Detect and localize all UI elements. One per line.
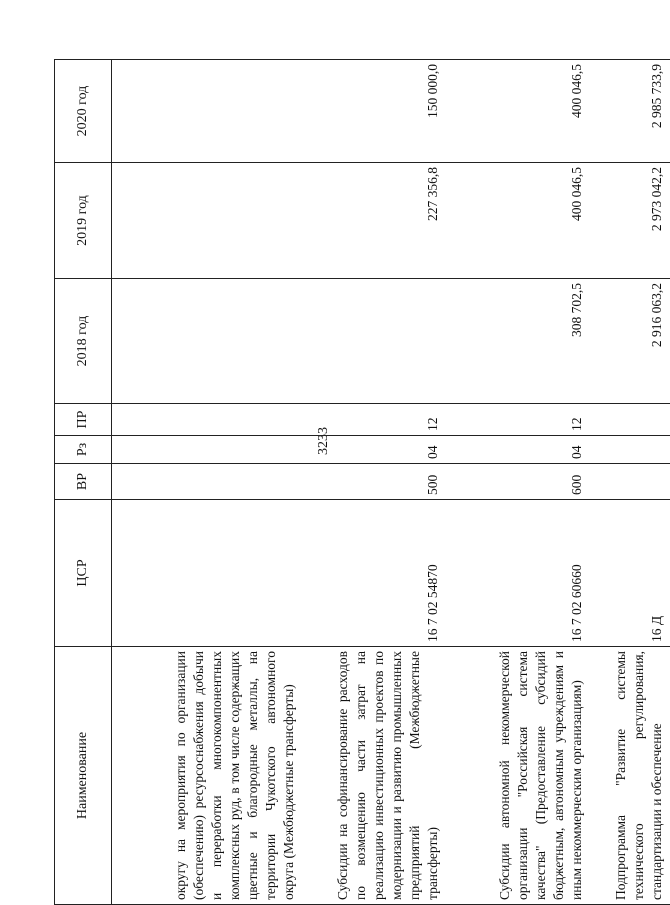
row-2018 — [112, 279, 303, 404]
row-rz — [112, 436, 303, 464]
row-pr — [112, 404, 303, 436]
row-2019 — [112, 163, 303, 279]
row-csr: 16 Д — [590, 500, 670, 647]
row-2018: 308 702,5 — [446, 279, 590, 404]
row-vr — [590, 464, 670, 500]
row-2018 — [302, 279, 446, 404]
header-vr: ВР — [55, 464, 112, 500]
row-2019: 400 046,5 — [446, 163, 590, 279]
row-vr — [112, 464, 303, 500]
table-row — [590, 60, 670, 905]
table-row — [446, 60, 590, 905]
header-rz: Рз — [55, 436, 112, 464]
row-name: Подпрограмма "Развитие системы технического регулирования, стандартизации и обеспечение — [590, 647, 670, 905]
header-2020: 2020 год — [55, 60, 112, 163]
row-pr — [590, 404, 670, 436]
table-header — [55, 60, 112, 905]
page-number: 3233 — [316, 427, 331, 455]
row-2019: 227 356,8 — [302, 163, 446, 279]
row-2018: 2 916 063,2 — [590, 279, 670, 404]
header-2018: 2018 год — [55, 279, 112, 404]
row-2020 — [112, 60, 303, 163]
row-name: Субсидии на софинансирование расходов по возмещению части затрат на реализацию инвестиционных проектов по модернизации и развитию промышленных предприятий (Межбюджетные трансферты) — [302, 647, 446, 905]
row-vr: 600 — [446, 464, 590, 500]
row-2020: 400 046,5 — [446, 60, 590, 163]
row-2020: 2 985 733,9 — [590, 60, 670, 163]
row-2020: 150 000,0 — [302, 60, 446, 163]
row-csr: 16 7 02 54870 — [302, 500, 446, 647]
row-csr: 16 7 02 60660 — [446, 500, 590, 647]
header-pr: ПР — [55, 404, 112, 436]
row-rz — [590, 436, 670, 464]
row-pr: 12 — [302, 404, 446, 436]
row-pr: 12 — [446, 404, 590, 436]
row-name: округу на мероприятия по организации (обеспечению) ресурсоснабжения добычи и переработки многокомпонентных комплексных руд, в том числе содержащих цветные и благородные металлы, на территории Чукотского автономного округа (Межбюджетные трансферты) — [112, 647, 303, 905]
budget-table — [54, 59, 670, 905]
row-2019: 2 973 042,2 — [590, 163, 670, 279]
header-name: Наименование — [55, 647, 112, 905]
table-row — [112, 60, 303, 905]
rotated-table-container — [54, 60, 664, 905]
row-vr: 500 — [302, 464, 446, 500]
row-csr — [112, 500, 303, 647]
table-row — [302, 60, 446, 905]
header-2019: 2019 год — [55, 163, 112, 279]
row-name: Субсидии автономной некоммерческой организации "Российская система качества" (Предоставление субсидий бюджетным, автономным учреждениям и иным некоммерческим организациям) — [446, 647, 590, 905]
header-csr: ЦСР — [55, 500, 112, 647]
row-rz: 04 — [302, 436, 446, 464]
row-rz: 04 — [446, 436, 590, 464]
